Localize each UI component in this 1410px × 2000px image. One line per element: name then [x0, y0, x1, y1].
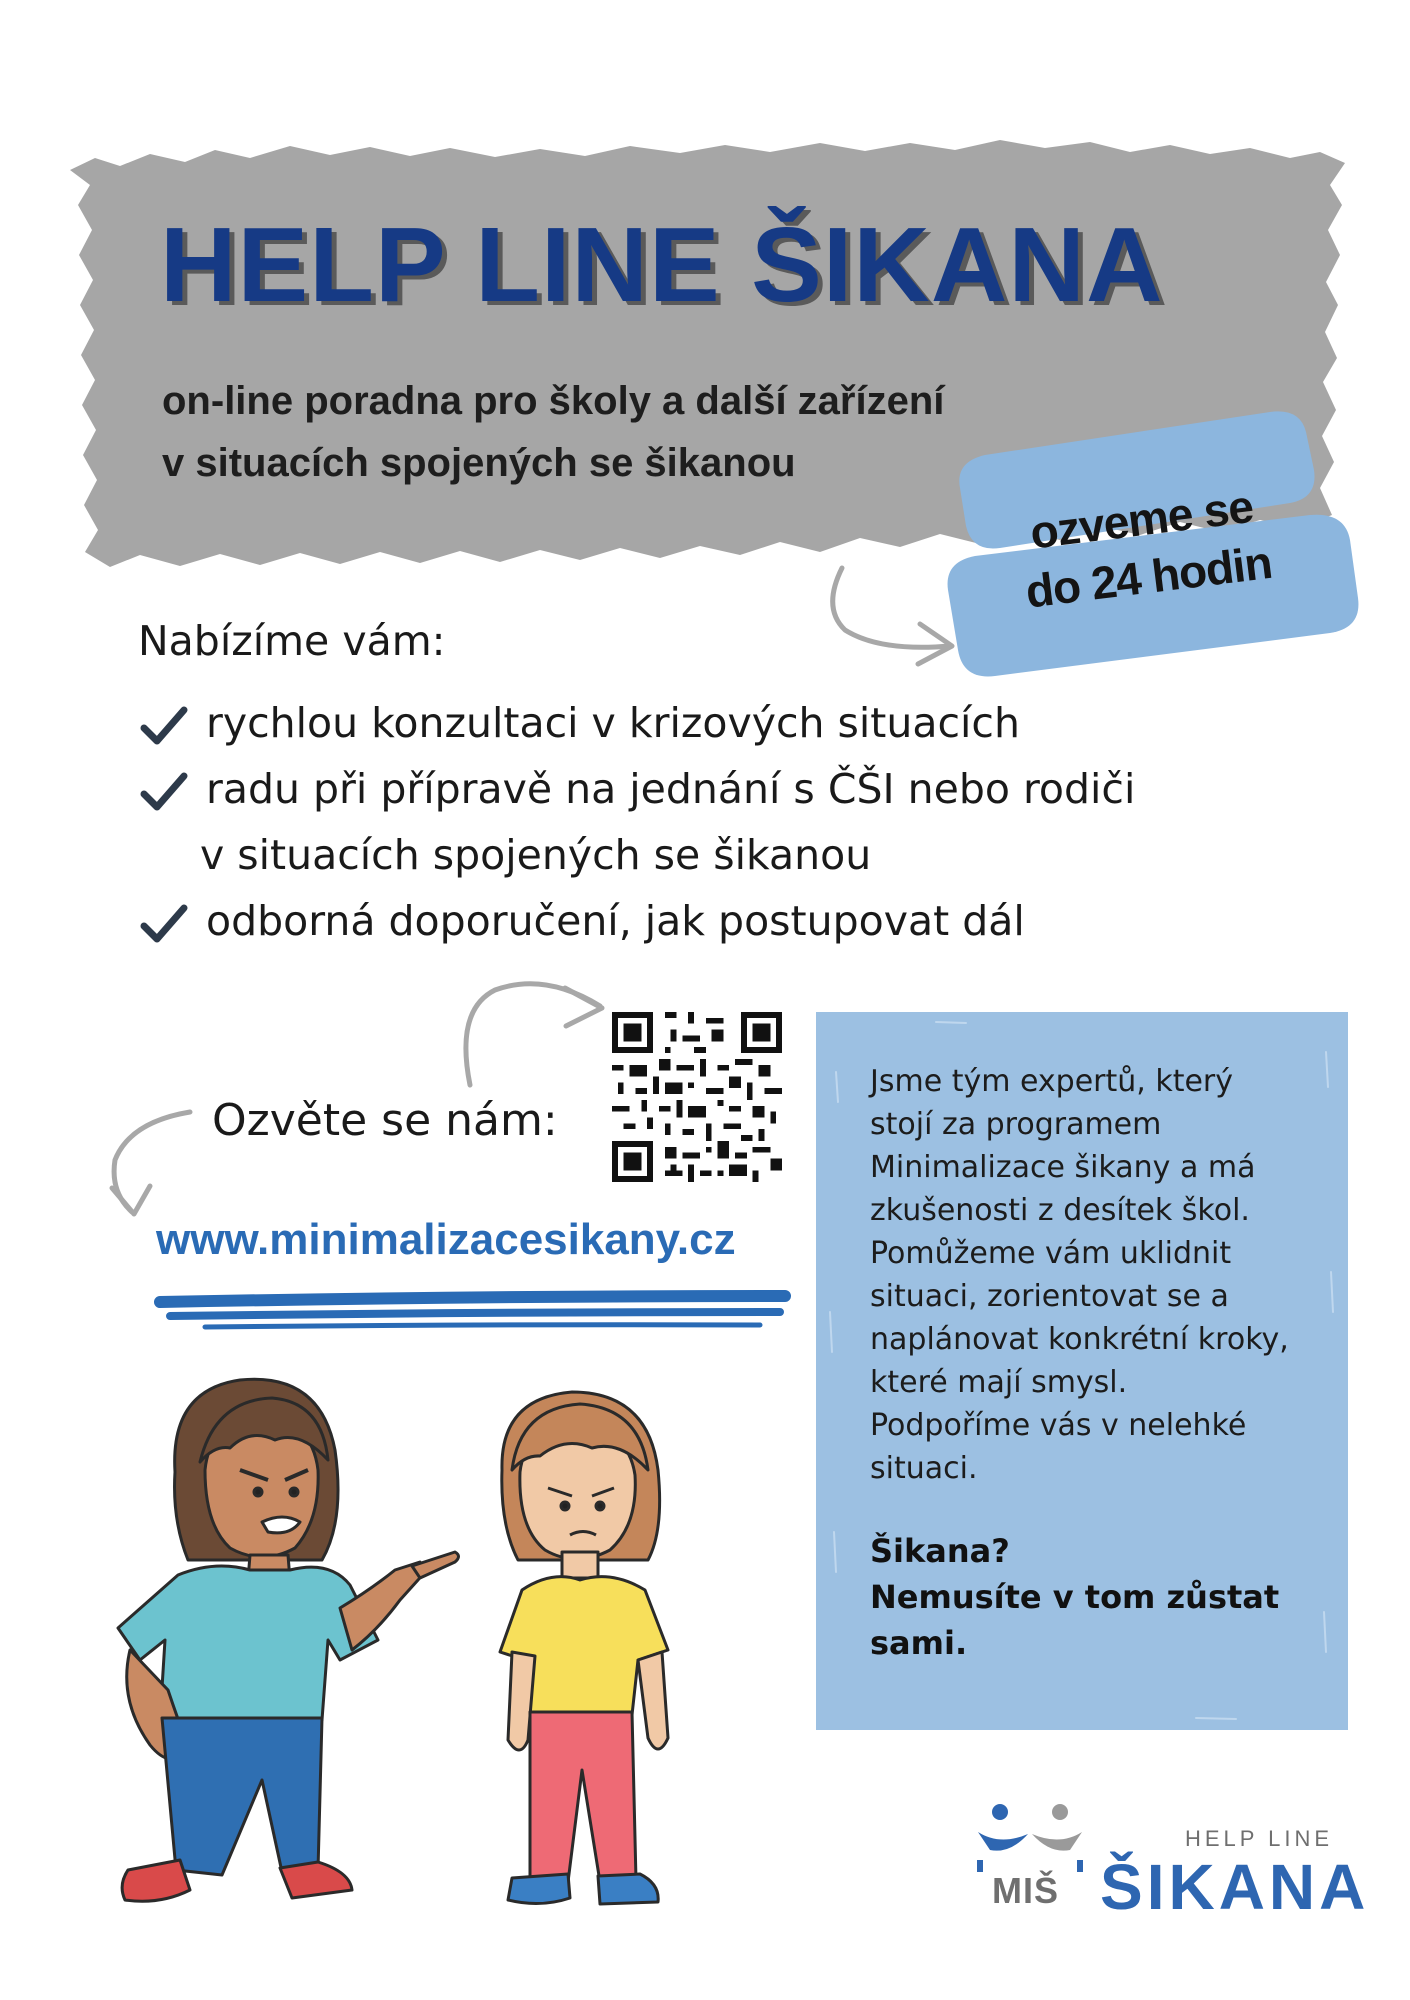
- badge-line-1: ozveme se: [1027, 479, 1256, 559]
- arrow-to-url: [112, 1112, 190, 1214]
- info-line: situaci.: [870, 1451, 978, 1486]
- check-icon: [140, 706, 188, 746]
- page-title: HELP LINE ŠIKANA: [160, 206, 1164, 324]
- check-icon: [140, 772, 188, 812]
- offer-list: [140, 690, 1240, 954]
- info-line: stojí za programem: [870, 1107, 1162, 1142]
- closing-line: Šikana?: [870, 1532, 1010, 1570]
- offer-item: [140, 888, 1240, 954]
- logo-tagline: HELP LINE: [1185, 1826, 1334, 1851]
- victim-child-illustration: [500, 1392, 668, 1904]
- logo-mis: MIŠ: [992, 1870, 1060, 1911]
- closing-line: Nemusíte v tom zůstat: [870, 1578, 1280, 1616]
- bully-child-illustration: [118, 1379, 459, 1901]
- info-line: zkušenosti z desítek škol.: [870, 1193, 1250, 1228]
- subtitle-line-1: on-line poradna pro školy a další zařízení: [162, 379, 945, 423]
- offer-item-text: odborná doporučení, jak postupovat dál: [206, 897, 1025, 945]
- subtitle-line-2: v situacích spojených se šikanou: [162, 441, 796, 485]
- info-closing: [870, 1528, 1330, 1666]
- website-link[interactable]: www.minimalizacesikany.cz: [156, 1215, 736, 1264]
- info-line: naplánovat konkrétní kroky,: [870, 1322, 1289, 1357]
- info-line: Podpoříme vás v nelehké: [870, 1408, 1247, 1443]
- info-text: [870, 1060, 1330, 1490]
- offer-item: [140, 690, 1240, 756]
- url-underline: [160, 1296, 785, 1327]
- qr-code-icon[interactable]: [612, 1012, 782, 1182]
- info-line: které mají smysl.: [870, 1365, 1128, 1400]
- badge-line-2: do 24 hodin: [1022, 535, 1275, 618]
- subtitle: [162, 370, 1062, 494]
- offer-intro: Nabízíme vám:: [138, 617, 446, 665]
- arrow-to-badge: [833, 568, 952, 664]
- offer-item-text-continued: v situacích spojených se šikanou: [200, 831, 872, 879]
- closing-line: sami.: [870, 1624, 968, 1662]
- offer-item: [140, 756, 1240, 888]
- offer-item-text: rychlou konzultaci v krizových situacích: [206, 699, 1020, 747]
- info-line: situaci, zorientovat se a: [870, 1279, 1229, 1314]
- info-line: Jsme tým expertů, který: [870, 1064, 1234, 1099]
- arrow-to-qr: [466, 984, 602, 1085]
- info-line: Minimalizace šikany a má: [870, 1150, 1256, 1185]
- offer-item-text: radu při přípravě na jednání s ČŠI nebo rodiči: [206, 765, 1136, 813]
- logo-name: ŠIKANA: [1100, 1851, 1370, 1923]
- contact-label: Ozvěte se nám:: [212, 1095, 558, 1146]
- check-icon: [140, 904, 188, 944]
- info-line: Pomůžeme vám uklidnit: [870, 1236, 1232, 1271]
